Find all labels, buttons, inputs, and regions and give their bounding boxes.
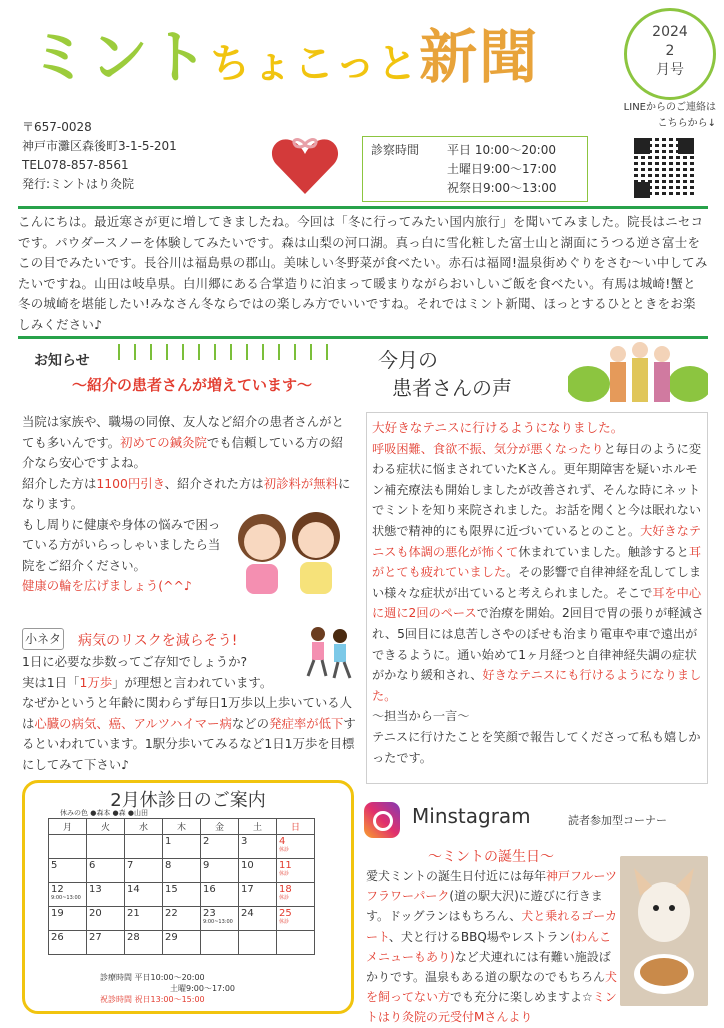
calendar-week-row (49, 859, 315, 883)
calendar-day: 4 休診 (277, 835, 315, 859)
calendar-day: 8 (163, 859, 201, 883)
notice-title: ～紹介の患者さんが増えています～ (71, 376, 312, 394)
calendar-weekday: 水 (125, 819, 163, 835)
calendar-day: 16 (201, 883, 239, 907)
calendar-day: 9 (201, 859, 239, 883)
calendar-title: 2月休診日のご案内 (110, 790, 266, 811)
instagram-subtitle: 読者参加型コーナー (568, 814, 667, 827)
calendar-table (48, 818, 315, 955)
issue-badge: 2024 2 月号 (624, 8, 716, 100)
calendar-day: 2 (201, 835, 239, 859)
calendar-day (87, 835, 125, 859)
calendar-day (125, 835, 163, 859)
voice-body: 大好きなテニスに行けるようになりました。 呼吸困難、食欲不振、気分が悪くなったりと毎日のように変わる症状に悩まされていたKさん。更年期障害を疑いホルモン補充療法も開始しましたが改善されず、そんな時にネットでミントを知り来院されました。お話を聞くと今は眠れない状態で精神的にも限界に近づいているとのこと。大好きなテニスも体調の悪化が怖くて休まれていました。触診すると耳がとても疲れていました。その影響で自律神経を乱してしまい様々な症状が出ていると考えられました。そこで耳を中心に週に2回のペースで治療を開始。2回目で胃の張りが軽減され、5回目には息苦しさやのぼせも治まり電車や車で遠出ができるように。通い始めて1ヶ月経つと自律神経失調の症状がかなり緩和され、好きなテニスにも行けるようになりました。 ～担当から一言～ テニスに行けたことを笑顔で報告してくださって私も嬉しかったです。 (372, 420, 704, 765)
calendar-day (239, 931, 277, 955)
calendar-day: 5 (49, 859, 87, 883)
calendar-week-row (49, 931, 315, 955)
calendar-day: 27 (87, 931, 125, 955)
line-qr-code[interactable] (634, 138, 694, 198)
koneta-label: 小ネタ (22, 628, 64, 650)
calendar-day: 7 (125, 859, 163, 883)
calendar-weekday: 金 (201, 819, 239, 835)
calendar-legend: 休みの色 ●森本 ●森 ●山田 (60, 809, 148, 817)
calendar-day: 28 (125, 931, 163, 955)
sprouts-decoration (118, 344, 338, 360)
koneta-body: 1日に必要な歩数ってご存知でしょうか? 実は1日「1万歩」が理想と言われています。 なぜかというと年齢に関わらず毎日1万歩以上歩いている人は心臓の病気、癌、アルツハイマー病などの発症率が低下するといわれています。1駅分歩いてみるなど1日1万歩を目標にしてみて下さい♪ (22, 654, 356, 772)
divider-mid (18, 336, 708, 339)
calendar-day: 23 9:00~13:00 (201, 907, 239, 931)
calendar-day: 20 (87, 907, 125, 931)
notice-body: 当院は家族や、職場の同僚、友人など紹介の患者さんがとても多いんです。初めての鍼灸院でも信頼している方の紹介なら安心ですよね。 紹介した方は1100円引き、紹介された方は初診料が無料になります。 もし周りに健康や身体の悩みで困っている方がいらっしゃいましたら当院をご紹介ください。 健康の輪を広げましょう(^^♪ (22, 414, 351, 593)
calendar-day: 29 (163, 931, 201, 955)
koneta-title: 病気のリスクを減らそう! (78, 633, 238, 649)
instagram-icon[interactable] (364, 802, 400, 838)
calendar-day: 18 休診 (277, 883, 315, 907)
divider-top (18, 206, 708, 209)
line-contact-note: LINEからのご連絡は こちらから↓ (623, 102, 716, 129)
calendar-day: 1 (163, 835, 201, 859)
calendar-footer: 診療時間 平日10:00～20:00 土曜9:00～17:00 祝診時間 祝日13:00～15:00 (100, 973, 236, 1004)
newsletter-title: ミントちょこっと新聞 (30, 23, 540, 91)
office-hours-box: 診察時間 平日 10:00～20:00 土曜日9:00～17:00 祝祭日9:00～13:00 (362, 136, 588, 202)
calendar-day: 22 (163, 907, 201, 931)
instagram-title: Minstagram (412, 804, 531, 828)
calendar-weekday: 火 (87, 819, 125, 835)
calendar-day: 12 9:00~13:00 (49, 883, 87, 907)
calendar-day (277, 931, 315, 955)
voice-title: 今月の 患者さんの声 (378, 348, 512, 400)
calendar-week-row (49, 907, 315, 931)
calendar-day: 14 (125, 883, 163, 907)
family-illustration (568, 340, 708, 406)
calendar-week-row (49, 835, 315, 859)
calendar-day: 19 (49, 907, 87, 931)
heart-gift-icon (270, 134, 340, 198)
calendar-day: 24 (239, 907, 277, 931)
calendar-day: 6 (87, 859, 125, 883)
calendar-day: 13 (87, 883, 125, 907)
calendar-day (201, 931, 239, 955)
intro-text: こんにちは。最近寒さが更に増してきましたね。今回は「冬に行ってみたい国内旅行」を聞いてみました。院長はニセコです。パウダースノーを体験してみたいです。森は山梨の河口湖。真っ白に雪化粧した富士山と湖面にうつる逆さ富士をこの目でみたいです。長谷川は福島県の郡山。美味しい冬野菜が食べたい。赤石は福岡!温泉街めぐりをさむ〜い中してみたいですね。山田は岐阜県。白川郷にある合掌造りに泊まって暖まりながらおいしいご飯を食べたい。有馬は城崎!蟹と冬の城崎を堪能したい!みなさん冬ならではの楽しみ方でいいですね。それではミント新聞、ほっとするひとときをお楽しみください♪ (18, 214, 708, 332)
calendar-day: 11 休診 (277, 859, 315, 883)
instagram-body: 愛犬ミントの誕生日付近には毎年神戸フルーツフラワーパーク(道の駅大沢)に遊びに行きます。ドッグランはもちろん、犬と乗れるゴーカート、犬と行けるBBQ場やレストラン(わんこメニューもあり)など犬連れには有難い施設ばかりです。温泉もある道の駅なのでもちろん犬を飼ってない方でも充分に楽しめますよ☆ミントはり灸院の元受付Mさんより (366, 869, 618, 1025)
calendar-weekday: 木 (163, 819, 201, 835)
calendar-day: 21 (125, 907, 163, 931)
calendar-weekday: 月 (49, 819, 87, 835)
dog-photo (620, 856, 708, 1006)
calendar-weekday: 日 (277, 819, 315, 835)
calendar-week-row (49, 883, 315, 907)
calendar-day: 3 (239, 835, 277, 859)
calendar-weekday: 土 (239, 819, 277, 835)
birthday-heading: ～ミントの誕生日～ (428, 849, 554, 865)
notice-heading: お知らせ (34, 353, 90, 369)
girls-illustration (230, 500, 350, 600)
calendar-day: 10 (239, 859, 277, 883)
calendar-day: 26 (49, 931, 87, 955)
calendar-day: 15 (163, 883, 201, 907)
calendar-day (49, 835, 87, 859)
calendar-day: 17 (239, 883, 277, 907)
clinic-address: 〒657-0028 神戸市灘区森後町3-1-5-201 TEL078-857-8561 発行:ミントはり灸院 (22, 120, 177, 191)
calendar-day: 25 休診 (277, 907, 315, 931)
